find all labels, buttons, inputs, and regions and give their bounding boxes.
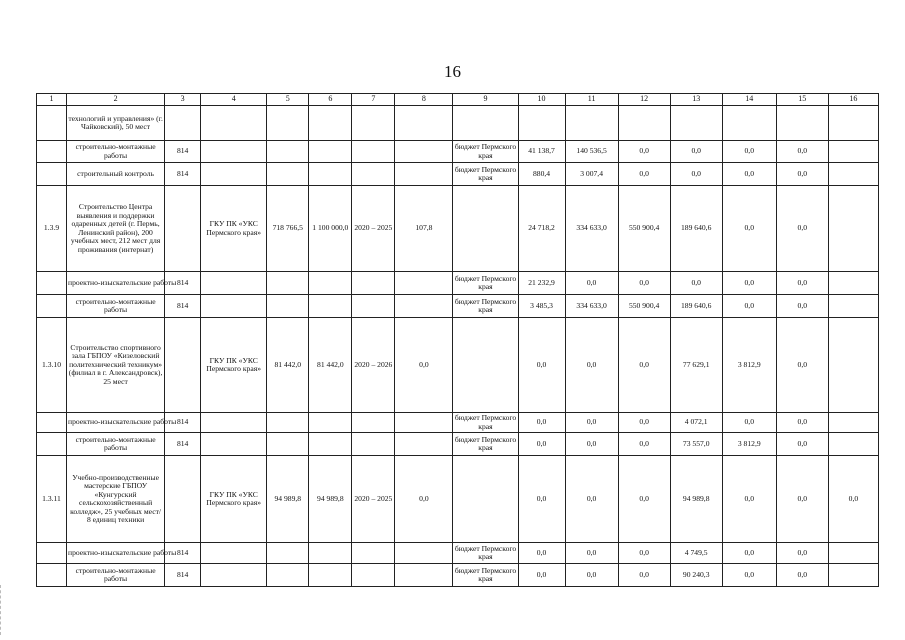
amount: 0,0 — [670, 272, 722, 295]
cell — [201, 163, 267, 186]
amount: 0,0 — [518, 413, 565, 433]
cell — [395, 106, 453, 141]
work-type: строительно-монтажные работы — [67, 564, 165, 587]
amount: 0,0 — [776, 433, 828, 456]
estimated-cost: 1 100 000,0 — [309, 186, 352, 272]
cell — [828, 318, 878, 413]
amount: 334 633,0 — [565, 295, 618, 318]
amount: 94 989,8 — [670, 456, 722, 543]
cell — [201, 413, 267, 433]
cell — [352, 433, 395, 456]
object-name: Учебно-производственные мастерские ГБПОУ «Кунгурский сельскохозяйственный колледж», 25 учебных мест/ 8 единиц техники — [67, 456, 165, 543]
amount: 0,0 — [565, 456, 618, 543]
cell — [309, 295, 352, 318]
amount: 0,0 — [565, 272, 618, 295]
table-row — [37, 106, 879, 141]
cell — [828, 564, 878, 587]
work-type: проектно-изыскательские работы — [67, 413, 165, 433]
budget-code: 814 — [165, 295, 201, 318]
prior-funding: 0,0 — [395, 318, 453, 413]
cell — [165, 106, 201, 141]
budget-code — [165, 318, 201, 413]
amount: 0,0 — [565, 413, 618, 433]
cell — [828, 163, 878, 186]
cell — [352, 106, 395, 141]
cell — [828, 413, 878, 433]
cell — [395, 272, 453, 295]
amount: 3 812,9 — [722, 318, 776, 413]
work-type: проектно-изыскательские работы — [67, 543, 165, 564]
customer: ГКУ ПК «УКС Пермского края» — [201, 318, 267, 413]
cell — [309, 141, 352, 163]
item-number — [37, 106, 67, 141]
column-number: 10 — [518, 94, 565, 106]
work-type: строительно-монтажные работы — [67, 141, 165, 163]
capacity-value: 718 766,5 — [267, 186, 309, 272]
object-name: Строительство Центра выявления и поддержки одаренных детей (г. Пермь, Ленинский район), 200 учебных мест, 212 мест для проживания (интернат) — [67, 186, 165, 272]
customer: ГКУ ПК «УКС Пермского края» — [201, 186, 267, 272]
amount: 0,0 — [670, 163, 722, 186]
amount: 0,0 — [565, 318, 618, 413]
cell — [776, 106, 828, 141]
cell — [267, 106, 309, 141]
amount: 0,0 — [722, 413, 776, 433]
cell — [828, 106, 878, 141]
cell — [828, 295, 878, 318]
amount: 0,0 — [565, 543, 618, 564]
funding-source — [453, 456, 518, 543]
column-number: 3 — [165, 94, 201, 106]
cell — [618, 106, 670, 141]
funding-source: бюджет Пермского края — [453, 564, 518, 587]
budget-code: 814 — [165, 413, 201, 433]
table-row — [37, 433, 879, 456]
cell — [201, 564, 267, 587]
period: 2020 – 2025 — [352, 186, 395, 272]
table-row — [37, 295, 879, 318]
cell — [309, 564, 352, 587]
column-number: 5 — [267, 94, 309, 106]
scan-margin-line — [0, 585, 4, 635]
item-number — [37, 163, 67, 186]
cell — [395, 543, 453, 564]
amount: 0,0 — [618, 456, 670, 543]
column-number: 2 — [67, 94, 165, 106]
funding-source — [453, 186, 518, 272]
object-name: Строительство спортивного зала ГБПОУ «Кизеловский политехнический техникум» (филиал в г. Александровск), 25 мест — [67, 318, 165, 413]
table-row — [37, 272, 879, 295]
cell — [309, 106, 352, 141]
amount: 0,0 — [776, 318, 828, 413]
cell — [267, 543, 309, 564]
cell — [201, 295, 267, 318]
column-number: 4 — [201, 94, 267, 106]
prior-funding: 107,8 — [395, 186, 453, 272]
amount: 880,4 — [518, 163, 565, 186]
table-row — [37, 318, 879, 413]
amount: 0,0 — [722, 141, 776, 163]
column-number: 9 — [453, 94, 518, 106]
amount: 73 557,0 — [670, 433, 722, 456]
column-number: 15 — [776, 94, 828, 106]
cell — [670, 106, 722, 141]
cell — [518, 106, 565, 141]
cell — [828, 186, 878, 272]
funding-source: бюджет Пермского края — [453, 543, 518, 564]
item-number — [37, 295, 67, 318]
amount: 0,0 — [776, 163, 828, 186]
cell — [453, 106, 518, 141]
estimated-cost: 94 989,8 — [309, 456, 352, 543]
estimated-cost: 81 442,0 — [309, 318, 352, 413]
amount: 21 232,9 — [518, 272, 565, 295]
amount: 0,0 — [618, 564, 670, 587]
work-type: строительно-монтажные работы — [67, 295, 165, 318]
amount: 0,0 — [518, 543, 565, 564]
capacity-value: 81 442,0 — [267, 318, 309, 413]
cell — [395, 564, 453, 587]
item-number — [37, 564, 67, 587]
amount: 0,0 — [618, 141, 670, 163]
amount: 0,0 — [776, 295, 828, 318]
page-number: 16 — [444, 62, 461, 81]
funding-source: бюджет Пермского края — [453, 141, 518, 163]
budget-code: 814 — [165, 543, 201, 564]
column-number: 16 — [828, 94, 878, 106]
amount: 189 640,6 — [670, 186, 722, 272]
amount: 0,0 — [776, 186, 828, 272]
table-row — [37, 456, 879, 543]
cell — [267, 413, 309, 433]
cell — [352, 141, 395, 163]
column-number: 1 — [37, 94, 67, 106]
amount: 0,0 — [618, 272, 670, 295]
amount: 0,0 — [722, 543, 776, 564]
cell — [828, 141, 878, 163]
funding-source: бюджет Пермского края — [453, 272, 518, 295]
amount: 0,0 — [618, 433, 670, 456]
amount: 24 718,2 — [518, 186, 565, 272]
cell — [352, 413, 395, 433]
amount: 0,0 — [518, 564, 565, 587]
object-name: технологий и управления» (г. Чайковский), 50 мест — [67, 106, 165, 141]
column-number: 13 — [670, 94, 722, 106]
amount: 4 749,5 — [670, 543, 722, 564]
item-number: 1.3.9 — [37, 186, 67, 272]
period: 2020 – 2026 — [352, 318, 395, 413]
cell — [267, 433, 309, 456]
cell — [352, 272, 395, 295]
funding-source: бюджет Пермского края — [453, 163, 518, 186]
cell — [309, 163, 352, 186]
cell — [395, 433, 453, 456]
table-row — [37, 543, 879, 564]
budget-code: 814 — [165, 141, 201, 163]
cell — [267, 295, 309, 318]
column-number: 8 — [395, 94, 453, 106]
investment-table — [36, 93, 879, 587]
cell — [395, 413, 453, 433]
cell — [352, 295, 395, 318]
cell — [201, 272, 267, 295]
funding-source: бюджет Пермского края — [453, 433, 518, 456]
amount: 0,0 — [776, 456, 828, 543]
cell — [352, 564, 395, 587]
amount: 4 072,1 — [670, 413, 722, 433]
budget-code: 814 — [165, 564, 201, 587]
amount: 0,0 — [722, 272, 776, 295]
cell — [201, 433, 267, 456]
column-number: 14 — [722, 94, 776, 106]
amount: 0,0 — [776, 141, 828, 163]
amount: 3 007,4 — [565, 163, 618, 186]
prior-funding: 0,0 — [395, 456, 453, 543]
item-number — [37, 272, 67, 295]
column-number-row — [37, 94, 879, 106]
cell — [565, 106, 618, 141]
budget-code: 814 — [165, 433, 201, 456]
amount: 0,0 — [670, 141, 722, 163]
cell — [309, 433, 352, 456]
funding-source — [453, 318, 518, 413]
cell — [828, 543, 878, 564]
column-number: 6 — [309, 94, 352, 106]
item-number — [37, 433, 67, 456]
column-number: 11 — [565, 94, 618, 106]
item-number: 1.3.11 — [37, 456, 67, 543]
amount: 0,0 — [618, 543, 670, 564]
cell — [395, 163, 453, 186]
budget-code: 814 — [165, 163, 201, 186]
table-row — [37, 413, 879, 433]
period: 2020 – 2025 — [352, 456, 395, 543]
amount: 41 138,7 — [518, 141, 565, 163]
cell — [201, 543, 267, 564]
column-number: 7 — [352, 94, 395, 106]
cell — [309, 543, 352, 564]
amount: 3 812,9 — [722, 433, 776, 456]
item-number — [37, 141, 67, 163]
amount: 0,0 — [722, 456, 776, 543]
amount: 0,0 — [776, 272, 828, 295]
amount: 90 240,3 — [670, 564, 722, 587]
amount: 0,0 — [518, 433, 565, 456]
cell — [395, 295, 453, 318]
cell — [267, 141, 309, 163]
column-number: 12 — [618, 94, 670, 106]
capacity-value: 94 989,8 — [267, 456, 309, 543]
cell — [267, 163, 309, 186]
amount: 77 629,1 — [670, 318, 722, 413]
amount: 0,0 — [565, 564, 618, 587]
item-number — [37, 543, 67, 564]
item-number — [37, 413, 67, 433]
table-row — [37, 564, 879, 587]
funding-source: бюджет Пермского края — [454, 413, 517, 431]
amount: 140 536,5 — [565, 141, 618, 163]
cell — [309, 413, 352, 433]
work-type: строительно-монтажные работы — [67, 433, 165, 456]
work-type: проектно-изыскательские работы — [67, 272, 165, 295]
amount: 0,0 — [722, 163, 776, 186]
amount: 0,0 — [722, 564, 776, 587]
budget-code — [165, 186, 201, 272]
amount: 0,0 — [518, 318, 565, 413]
cell — [309, 272, 352, 295]
amount: 0,0 — [776, 564, 828, 587]
budget-code — [165, 456, 201, 543]
funding-source: бюджет Пермского края — [453, 295, 518, 318]
amount: 189 640,6 — [670, 295, 722, 318]
work-type: строительный контроль — [67, 163, 165, 186]
amount: 0,0 — [776, 543, 828, 564]
item-number: 1.3.10 — [37, 318, 67, 413]
amount: 0,0 — [618, 163, 670, 186]
amount: 0,0 — [565, 433, 618, 456]
table-row — [37, 141, 879, 163]
table-row — [37, 163, 879, 186]
cell — [352, 163, 395, 186]
amount: 0,0 — [828, 456, 878, 543]
table-row — [37, 186, 879, 272]
amount: 0,0 — [618, 413, 670, 433]
cell — [201, 106, 267, 141]
amount: 0,0 — [776, 413, 828, 433]
cell — [828, 272, 878, 295]
customer: ГКУ ПК «УКС Пермского края» — [201, 456, 267, 543]
amount: 0,0 — [722, 295, 776, 318]
amount: 0,0 — [518, 456, 565, 543]
cell — [395, 141, 453, 163]
cell — [267, 564, 309, 587]
cell — [828, 433, 878, 456]
amount: 550 900,4 — [618, 186, 670, 272]
amount: 0,0 — [722, 186, 776, 272]
amount: 550 900,4 — [618, 295, 670, 318]
amount: 3 485,3 — [518, 295, 565, 318]
amount: 334 633,0 — [565, 186, 618, 272]
amount: 0,0 — [618, 318, 670, 413]
cell — [722, 106, 776, 141]
cell — [352, 543, 395, 564]
cell — [201, 141, 267, 163]
cell — [267, 272, 309, 295]
budget-code: 814 — [165, 272, 201, 295]
